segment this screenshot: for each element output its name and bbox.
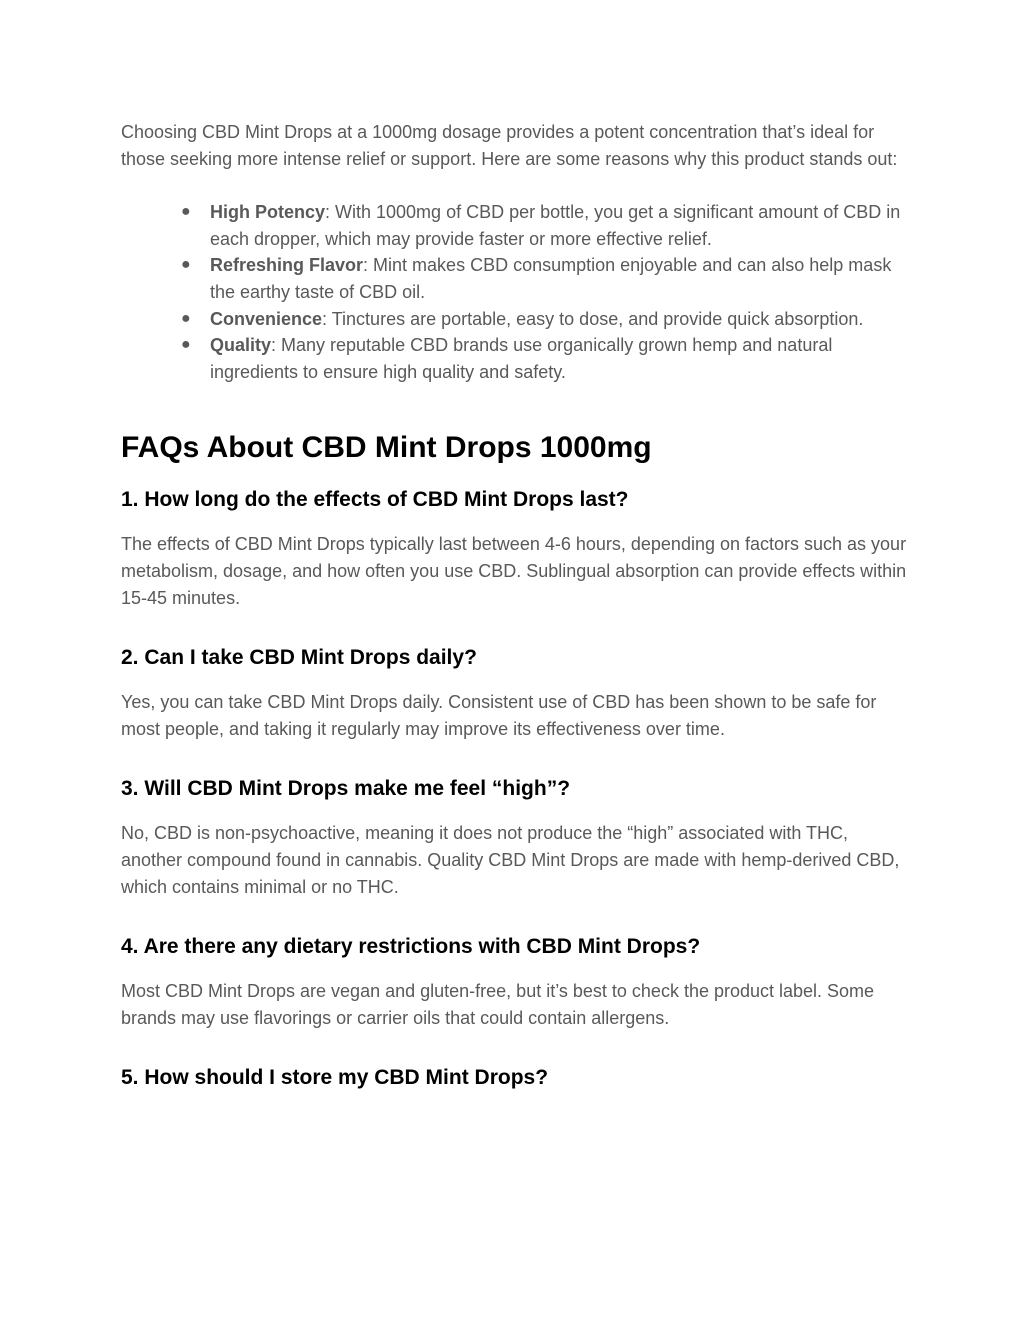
faq-answer: Yes, you can take CBD Mint Drops daily. Consistent use of CBD has been shown to be safe for most people, and taking it regularly may improve its effectiveness over time. — [121, 692, 877, 739]
bullet-text: : With 1000mg of CBD per bottle, you get a significant amount of CBD in each dropper, which may provide faster or more effective relief. — [210, 202, 901, 249]
bullet-icon: ● — [181, 203, 191, 221]
intro-paragraph: Choosing CBD Mint Drops at a 1000mg dosage provides a potent concentration that’s ideal for those seeking more intense relief or support. Here are some reasons why this product stands out: — [121, 122, 898, 169]
faq-answer: No, CBD is non-psychoactive, meaning it does not produce the “high” associated with THC, another compound found in cannabis. Quality CBD Mint Drops are made with hemp-derived CBD, which contains minimal or no THC. — [121, 823, 900, 897]
bullet-icon: ● — [181, 309, 191, 327]
bullet-text: : Many reputable CBD brands use organically grown hemp and natural ingredients to ensure high quality and safety. — [210, 335, 833, 382]
faq-question: 3. Will CBD Mint Drops make me feel “high”? — [121, 777, 571, 801]
bullet-icon: ● — [181, 336, 191, 354]
list-item — [121, 252, 911, 305]
faq-answer: The effects of CBD Mint Drops typically last between 4-6 hours, depending on factors such as your metabolism, dosage, and how often you use CBD. Sublingual absorption can provide effects within 15-45 minutes. — [121, 534, 907, 608]
bullet-text: : Tinctures are portable, easy to dose, and provide quick absorption. — [322, 308, 864, 329]
bullet-term: Quality — [210, 335, 272, 356]
bullet-term: High Potency — [210, 202, 326, 223]
bullet-term: Convenience — [210, 308, 323, 329]
faq-question: 4. Are there any dietary restrictions with CBD Mint Drops? — [121, 935, 701, 959]
list-item — [121, 306, 911, 333]
list-item — [121, 332, 911, 385]
faq-section-title: FAQs About CBD Mint Drops 1000mg — [121, 431, 652, 465]
benefits-list — [121, 199, 911, 385]
faq-question: 1. How long do the effects of CBD Mint Drops last? — [121, 488, 629, 512]
faq-answer: Most CBD Mint Drops are vegan and gluten-free, but it’s best to check the product label. Some brands may use flavorings or carrier oils that could contain allergens. — [121, 981, 875, 1028]
document-page — [121, 119, 911, 1091]
faq-question: 2. Can I take CBD Mint Drops daily? — [121, 646, 477, 670]
bullet-icon: ● — [181, 256, 191, 274]
bullet-text: : Mint makes CBD consumption enjoyable and can also help mask the earthy taste of CBD oil. — [210, 255, 892, 302]
bullet-term: Refreshing Flavor — [210, 255, 364, 276]
list-item — [121, 199, 911, 252]
faq-question: 5. How should I store my CBD Mint Drops? — [121, 1066, 549, 1090]
